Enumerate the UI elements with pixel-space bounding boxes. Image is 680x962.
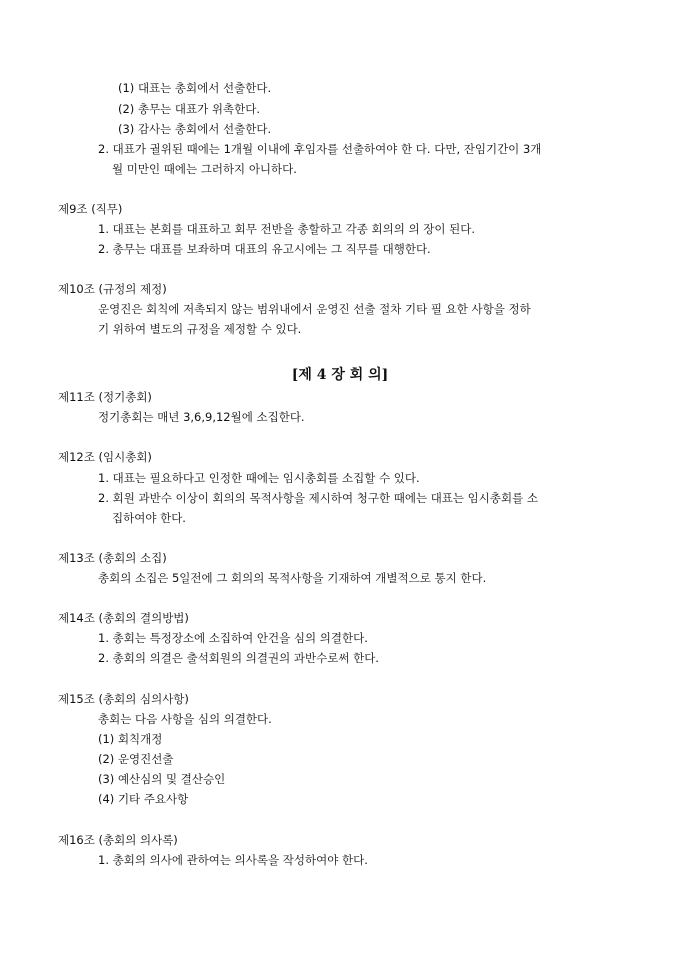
list-item: (3) 감사는 총회에서 선출한다. [118, 122, 272, 136]
article-heading: 제11조 (정기총회) [58, 390, 152, 404]
clause-text: 2. 총회의 의결은 출석회원의 의결권의 과반수로써 한다. [98, 651, 379, 665]
article-body: 총회는 다음 사항을 심의 의결한다. [98, 712, 272, 726]
article-heading: 제16조 (총회의 의사록) [58, 833, 178, 847]
article-body: 정기총회는 매년 3,6,9,12월에 소집한다. [98, 410, 305, 424]
list-item: (2) 운영진선출 [98, 752, 174, 766]
list-item: (3) 예산심의 및 결산승인 [98, 772, 226, 786]
article-body: 운영진은 회칙에 저촉되지 않는 범위내에서 운영진 선출 절차 기타 필 요한 사항을 정하 [98, 302, 531, 316]
clause-text: 2. 회원 과반수 이상이 회의의 목적사항을 제시하여 청구한 때에는 대표는 임시총회를 소 [98, 491, 538, 505]
clause-text: 1. 대표는 본회를 대표하고 회무 전반을 총할하고 각종 회의의 의 장이 된다. [98, 222, 475, 236]
article-heading: 제14조 (총회의 결의방법) [58, 611, 189, 625]
clause-text: 1. 총회는 특정장소에 소집하여 안건을 심의 의결한다. [98, 631, 368, 645]
list-item: (1) 대표는 총회에서 선출한다. [118, 81, 272, 95]
clause-text: 집하여야 한다. [112, 511, 186, 525]
clause-text: 2. 총무는 대표를 보좌하며 대표의 유고시에는 그 직무를 대행한다. [98, 242, 431, 256]
article-heading: 제13조 (총회의 소집) [58, 551, 167, 565]
list-item: (2) 총무는 대표가 위촉한다. [118, 102, 261, 116]
article-body: 기 위하여 별도의 규정을 제정할 수 있다. [98, 322, 302, 336]
article-heading: 제9조 (직무) [58, 202, 123, 216]
list-item: (1) 회칙개정 [98, 732, 163, 746]
list-item: (4) 기타 주요사항 [98, 792, 189, 806]
article-body: 총회의 소집은 5일전에 그 회의의 목적사항을 기재하여 개별적으로 통지 한다. [98, 571, 487, 585]
clause-text: 1. 총회의 의사에 관하여는 의사록을 작성하여야 한다. [98, 853, 368, 867]
article-heading: 제12조 (임시총회) [58, 450, 152, 464]
clause-text: 월 미만인 때에는 그러하지 아니하다. [112, 162, 297, 176]
article-heading: 제15조 (총회의 심의사항) [58, 692, 189, 706]
chapter-title: [제 4 장 회 의] [291, 367, 389, 383]
clause-text: 2. 대표가 궐위된 때에는 1개월 이내에 후임자를 선출하여야 한 다. 다만, 잔임기간이 3개 [98, 142, 542, 156]
article-heading: 제10조 (규정의 제정) [58, 282, 167, 296]
clause-text: 1. 대표는 필요하다고 인정한 때에는 임시총회를 소집할 수 있다. [98, 471, 420, 485]
